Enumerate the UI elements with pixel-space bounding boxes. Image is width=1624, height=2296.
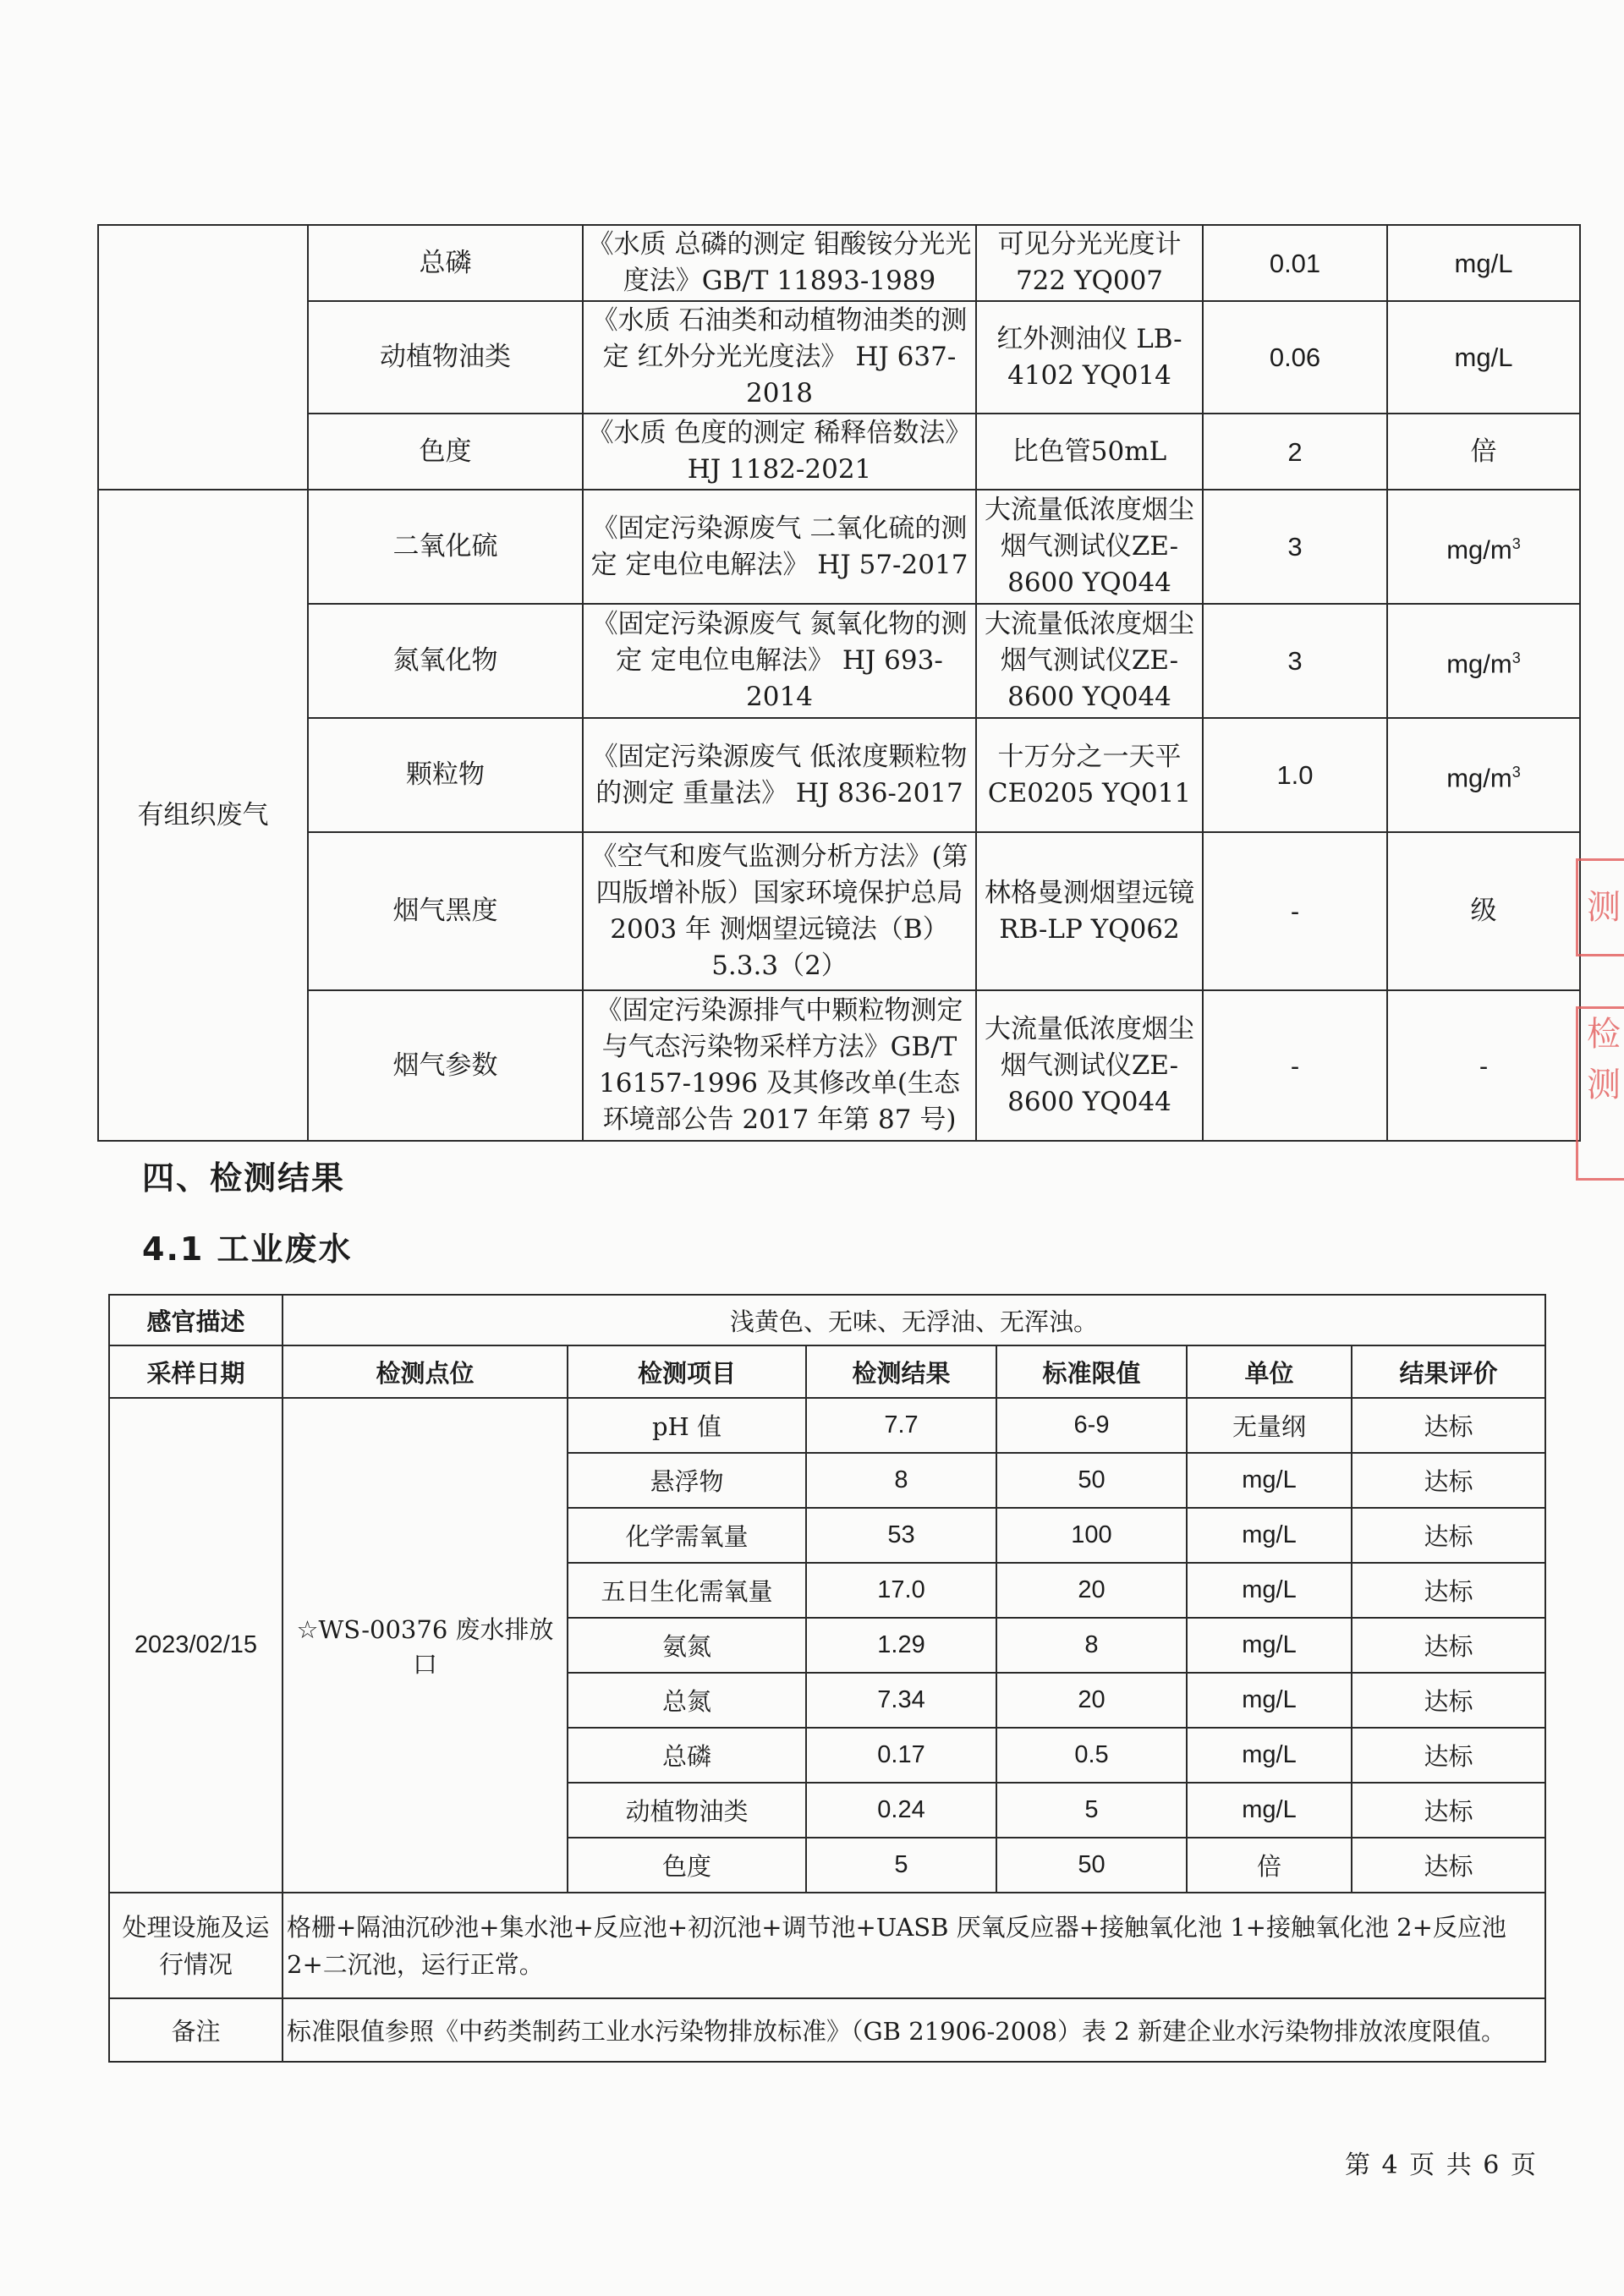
result-item: 悬浮物	[568, 1453, 806, 1508]
unit-superscript: 3	[1512, 763, 1521, 781]
result-unit: mg/L	[1187, 1508, 1352, 1563]
results-table	[108, 1294, 1546, 2063]
header-cell: 检测项目	[568, 1345, 806, 1398]
result-limit: 0.5	[996, 1728, 1187, 1783]
header-cell: 标准限值	[996, 1345, 1187, 1398]
result-unit: mg/L	[1187, 1728, 1352, 1783]
result-unit: mg/L	[1187, 1563, 1352, 1618]
method-unit: 倍	[1387, 414, 1580, 490]
method-standard: 《固定污染源排气中颗粒物测定与气态污染物采样方法》GB/T 16157-1996 及其修改单(生态环境部公告 2017 年第 87 号)	[583, 990, 976, 1141]
result-item: 化学需氧量	[568, 1508, 806, 1563]
method-limit: 0.01	[1203, 225, 1387, 301]
header-cell: 采样日期	[109, 1345, 283, 1398]
method-instrument: 大流量低浓度烟尘烟气测试仪ZE-8600 YQ044	[976, 604, 1203, 718]
result-eval: 达标	[1352, 1563, 1545, 1618]
header-cell: 结果评价	[1352, 1345, 1545, 1398]
method-row	[98, 604, 1580, 718]
method-limit: -	[1203, 990, 1387, 1141]
result-unit: mg/L	[1187, 1618, 1352, 1673]
result-value: 7.34	[806, 1673, 996, 1728]
method-row	[98, 414, 1580, 490]
method-instrument: 比色管50mL	[976, 414, 1203, 490]
method-item: 颗粒物	[308, 718, 583, 832]
method-item: 烟气参数	[308, 990, 583, 1141]
method-standard: 《空气和废气监测分析方法》(第四版增补版）国家环境保护总局 2003 年 测烟望远镜法（B） 5.3.3（2）	[583, 832, 976, 990]
sample-date: 2023/02/15	[109, 1398, 283, 1893]
method-row	[98, 718, 1580, 832]
method-standard: 《固定污染源废气 二氧化硫的测定 定电位电解法》 HJ 57-2017	[583, 490, 976, 604]
method-unit: 级	[1387, 832, 1580, 990]
method-limit: 3	[1203, 490, 1387, 604]
result-item: 总磷	[568, 1728, 806, 1783]
method-instrument: 林格曼测烟望远镜 RB-LP YQ062	[976, 832, 1203, 990]
result-limit: 8	[996, 1618, 1187, 1673]
result-item: pH 值	[568, 1398, 806, 1453]
method-unit-cell	[1387, 604, 1580, 718]
method-standard: 《水质 色度的测定 稀释倍数法》HJ 1182-2021	[583, 414, 976, 490]
method-unit: mg/m	[1446, 534, 1512, 565]
seal-stamp-bottom: 检测	[1576, 1006, 1624, 1181]
method-row	[98, 832, 1580, 990]
result-eval: 达标	[1352, 1728, 1545, 1783]
method-row	[98, 225, 1580, 301]
method-standard: 《固定污染源废气 氮氧化物的测定 定电位电解法》 HJ 693-2014	[583, 604, 976, 718]
water-group-cell	[98, 225, 308, 490]
remark-row	[109, 1998, 1545, 2062]
method-standard: 《固定污染源废气 低浓度颗粒物的测定 重量法》 HJ 836-2017	[583, 718, 976, 832]
result-eval: 达标	[1352, 1453, 1545, 1508]
result-unit: mg/L	[1187, 1453, 1352, 1508]
method-limit: 1.0	[1203, 718, 1387, 832]
result-eval: 达标	[1352, 1398, 1545, 1453]
result-item: 氨氮	[568, 1618, 806, 1673]
result-unit: 无量纲	[1187, 1398, 1352, 1453]
result-unit: 倍	[1187, 1838, 1352, 1893]
result-value: 1.29	[806, 1618, 996, 1673]
result-eval: 达标	[1352, 1838, 1545, 1893]
result-value: 53	[806, 1508, 996, 1563]
result-eval: 达标	[1352, 1508, 1545, 1563]
method-instrument: 红外测油仪 LB-4102 YQ014	[976, 301, 1203, 414]
result-unit: mg/L	[1187, 1783, 1352, 1838]
method-unit: mg/m	[1446, 763, 1512, 793]
result-limit: 100	[996, 1508, 1187, 1563]
methods-table	[97, 224, 1581, 1142]
method-row	[98, 990, 1580, 1141]
method-item: 烟气黑度	[308, 832, 583, 990]
treatment-value: 格栅+隔油沉砂池+集水池+反应池+初沉池+调节池+UASB 厌氧反应器+接触氧化池 1+接触氧化池 2+反应池 2+二沉池，运行正常。	[283, 1893, 1545, 1998]
result-limit: 5	[996, 1783, 1187, 1838]
seal-stamp-top: 测	[1576, 858, 1624, 956]
result-item: 五日生化需氧量	[568, 1563, 806, 1618]
method-row	[98, 490, 1580, 604]
method-group-label: 有组织废气	[98, 490, 308, 1141]
method-instrument: 可见分光光度计 722 YQ007	[976, 225, 1203, 301]
result-value: 0.17	[806, 1728, 996, 1783]
subsection-title: 4.1 工业废水	[142, 1230, 353, 1268]
page-footer: 第 4 页 共 6 页	[1345, 2151, 1538, 2180]
remark-label: 备注	[109, 1998, 283, 2062]
results-header-row	[109, 1345, 1545, 1398]
section-title: 四、检测结果	[142, 1159, 346, 1197]
method-instrument: 大流量低浓度烟尘烟气测试仪ZE-8600 YQ044	[976, 490, 1203, 604]
method-standard: 《水质 石油类和动植物油类的测定 红外分光光度法》 HJ 637-2018	[583, 301, 976, 414]
result-value: 8	[806, 1453, 996, 1508]
treatment-row	[109, 1893, 1545, 1998]
result-row	[109, 1398, 1545, 1453]
method-standard: 《水质 总磷的测定 钼酸铵分光光度法》GB/T 11893-1989	[583, 225, 976, 301]
result-value: 17.0	[806, 1563, 996, 1618]
sensory-label: 感官描述	[109, 1295, 283, 1345]
header-cell: 检测结果	[806, 1345, 996, 1398]
method-unit: mg/m	[1446, 649, 1512, 679]
result-value: 5	[806, 1838, 996, 1893]
result-item: 总氮	[568, 1673, 806, 1728]
method-unit-cell	[1387, 490, 1580, 604]
method-unit-cell	[1387, 718, 1580, 832]
result-unit: mg/L	[1187, 1673, 1352, 1728]
result-eval: 达标	[1352, 1673, 1545, 1728]
sensory-value: 浅黄色、无味、无浮油、无浑浊。	[283, 1295, 1545, 1345]
result-limit: 6-9	[996, 1398, 1187, 1453]
method-item: 二氧化硫	[308, 490, 583, 604]
method-item: 氮氧化物	[308, 604, 583, 718]
result-value: 0.24	[806, 1783, 996, 1838]
method-item: 总磷	[308, 225, 583, 301]
method-unit: mg/L	[1387, 225, 1580, 301]
sample-site: ☆WS-00376 废水排放口	[283, 1398, 568, 1893]
method-item: 动植物油类	[308, 301, 583, 414]
result-value: 7.7	[806, 1398, 996, 1453]
unit-superscript: 3	[1512, 534, 1521, 552]
header-cell: 单位	[1187, 1345, 1352, 1398]
sensory-row	[109, 1295, 1545, 1345]
remark-value: 标准限值参照《中药类制药工业水污染物排放标准》（GB 21906-2008）表 2 新建企业水污染物排放浓度限值。	[283, 1998, 1545, 2062]
method-limit: 0.06	[1203, 301, 1387, 414]
treatment-label: 处理设施及运行情况	[109, 1893, 283, 1998]
method-instrument: 大流量低浓度烟尘烟气测试仪ZE-8600 YQ044	[976, 990, 1203, 1141]
result-item: 动植物油类	[568, 1783, 806, 1838]
method-unit: mg/L	[1387, 301, 1580, 414]
method-row	[98, 301, 1580, 414]
result-eval: 达标	[1352, 1618, 1545, 1673]
result-eval: 达标	[1352, 1783, 1545, 1838]
result-limit: 20	[996, 1673, 1187, 1728]
result-item: 色度	[568, 1838, 806, 1893]
method-limit: -	[1203, 832, 1387, 990]
unit-superscript: 3	[1512, 649, 1521, 666]
method-item: 色度	[308, 414, 583, 490]
method-instrument: 十万分之一天平 CE0205 YQ011	[976, 718, 1203, 832]
method-limit: 2	[1203, 414, 1387, 490]
result-limit: 50	[996, 1838, 1187, 1893]
result-limit: 50	[996, 1453, 1187, 1508]
method-unit: -	[1387, 990, 1580, 1141]
header-cell: 检测点位	[283, 1345, 568, 1398]
method-limit: 3	[1203, 604, 1387, 718]
result-limit: 20	[996, 1563, 1187, 1618]
